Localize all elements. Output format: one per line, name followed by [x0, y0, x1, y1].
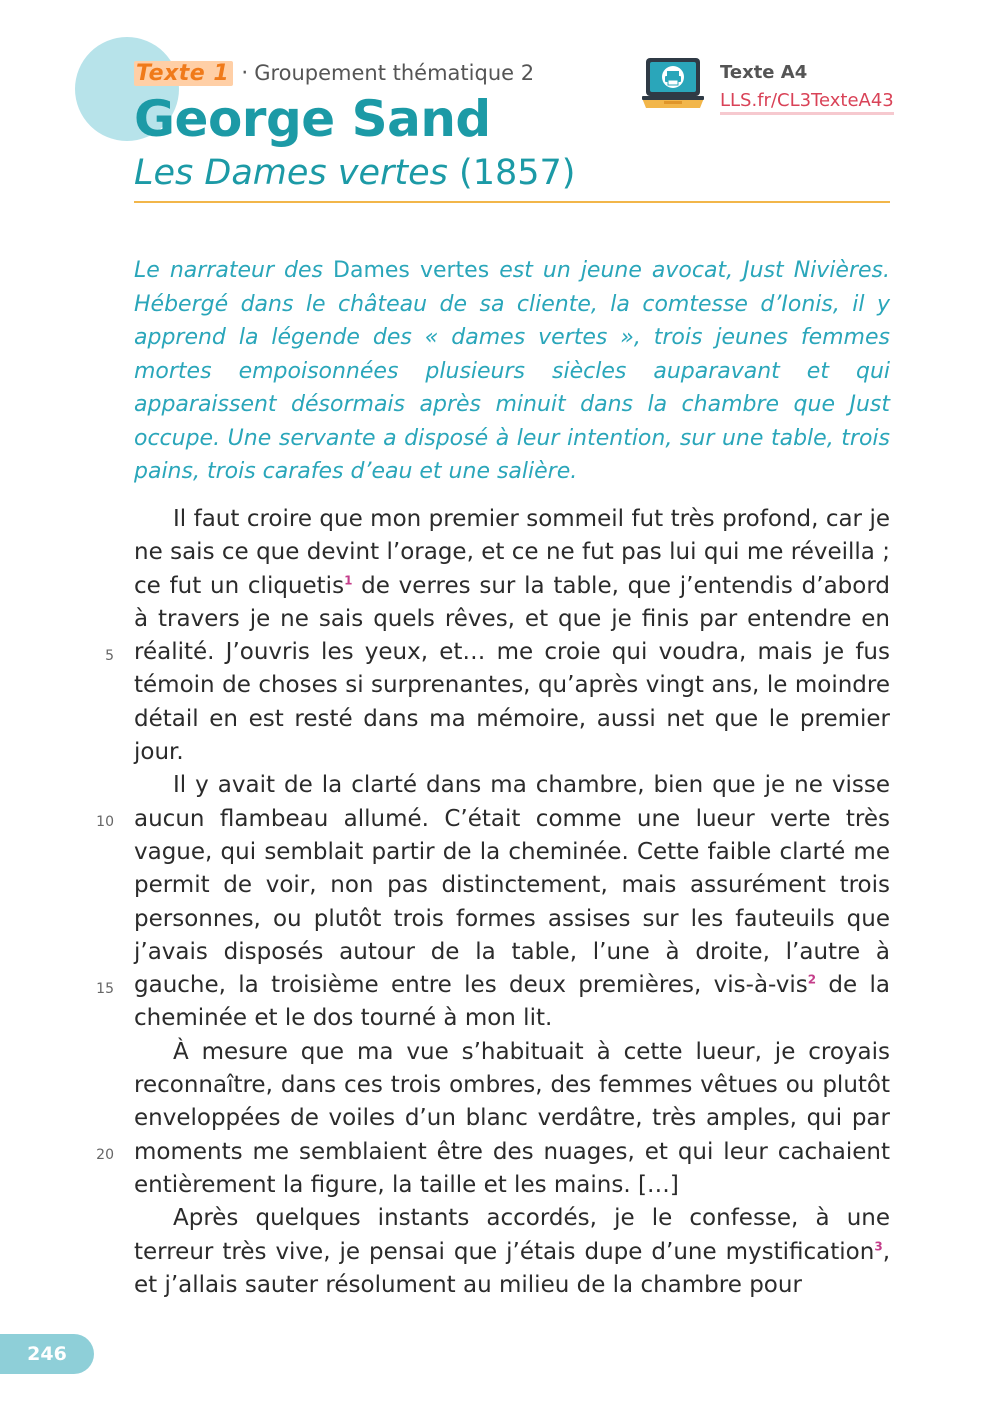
- work-title: [134, 153, 575, 193]
- intro-part-2: est un jeune avocat, Just Nivières. Hébergé dans le château de sa cliente, la comtesse d’Ionis, il y apprend la légende des « dames vertes », trois jeunes femmes mortes empoisonnées plusieurs siècles auparavant et qui apparaissent désormais après minuit dans la chambre que Just occupe. Une servante a disposé à leur intention, sur une table, trois pains, trois carafes d’eau et une salière.: [134, 258, 890, 484]
- paragraph-1-text-a: Il faut croire que mon premier sommeil fut très profond, car je ne sais ce que devint l’orage, et ce ne fut pas lui qui me réveilla ; ce fut un cliquetis: [134, 506, 890, 599]
- author-title: George Sand: [134, 90, 491, 148]
- line-number-5: 5: [105, 648, 114, 664]
- excerpt-body: [134, 503, 890, 1302]
- footnote-ref-1[interactable]: 1: [344, 572, 353, 587]
- page-number: 246: [0, 1334, 94, 1374]
- introduction-paragraph: [134, 254, 890, 489]
- title-divider: [134, 201, 890, 203]
- paragraph-3: À mesure que ma vue s’habituait à cette lueur, je croyais reconnaître, dans ces trois ombres, des femmes vêtues ou plutôt enveloppées de voiles d’un blanc verdâtre, très amples, qui par moments me semblaient être des nuages, et qui leur cachaient entièrement la figure, la taille et les mains. […]: [134, 1038, 890, 1198]
- footnote-ref-2[interactable]: 2: [807, 972, 817, 987]
- separator-dot: ·: [241, 60, 249, 86]
- paragraph-4-text-b: , et j’allais sauter résolument au milieu de la chambre pour: [134, 1238, 890, 1298]
- line-number-10: 10: [96, 814, 114, 830]
- footnote-ref-3[interactable]: 3: [874, 1238, 883, 1253]
- work-name: Les Dames vertes: [134, 153, 448, 193]
- resource-box: [720, 62, 894, 115]
- paragraph-2-text-a: Il y avait de la clarté dans ma chambre, bien que je ne visse aucun flambeau allumé. C’était comme une lueur verte très vague, qui semblait partir de la cheminée. Cette faible clarté me permit de voir, non pas distinctement, mais assurément trois personnes, ou plutôt trois formes assises sur les fauteuils que j’avais disposés autour de la table, l’une à droite, l’autre à gauche, la troisième entre les deux premières, vis-à-vis: [134, 772, 890, 999]
- paragraph-2: [134, 769, 890, 1035]
- paragraph-1: [134, 503, 890, 769]
- paragraph-1-text-b: de verres sur la table, que j’entendis d’abord à travers je ne sais quels rêves, et que je finis par entendre en réalité. J’ouvris les yeux, et… me croie qui voudra, mais je fus témoin de choses si surprenantes, qu’après vingt ans, le moindre détail en est resté dans ma mémoire, aussi net que le premier jour.: [134, 572, 890, 766]
- intro-work-name: Dames vertes: [333, 258, 490, 283]
- thematic-group-label: Groupement thématique 2: [254, 61, 535, 85]
- paragraph-4: [134, 1202, 890, 1302]
- resource-title: Texte A4: [720, 62, 808, 83]
- laptop-print-icon[interactable]: [640, 55, 706, 113]
- intro-part-1: Le narrateur des: [134, 258, 334, 283]
- header-line: [134, 58, 534, 88]
- resource-link[interactable]: LLS.fr/CL3TexteA43: [720, 90, 894, 115]
- text-number-label: Texte 1: [134, 61, 233, 86]
- line-number-15: 15: [96, 981, 114, 997]
- work-year: (1857): [459, 153, 576, 193]
- paragraph-2-text-b: de la cheminée et le dos tourné à mon lit.: [134, 972, 890, 1032]
- paragraph-4-text-a: Après quelques instants accordés, je le confesse, à une terreur très vive, je pensai que j’étais dupe d’une mystification: [134, 1205, 890, 1265]
- line-number-20: 20: [96, 1147, 114, 1163]
